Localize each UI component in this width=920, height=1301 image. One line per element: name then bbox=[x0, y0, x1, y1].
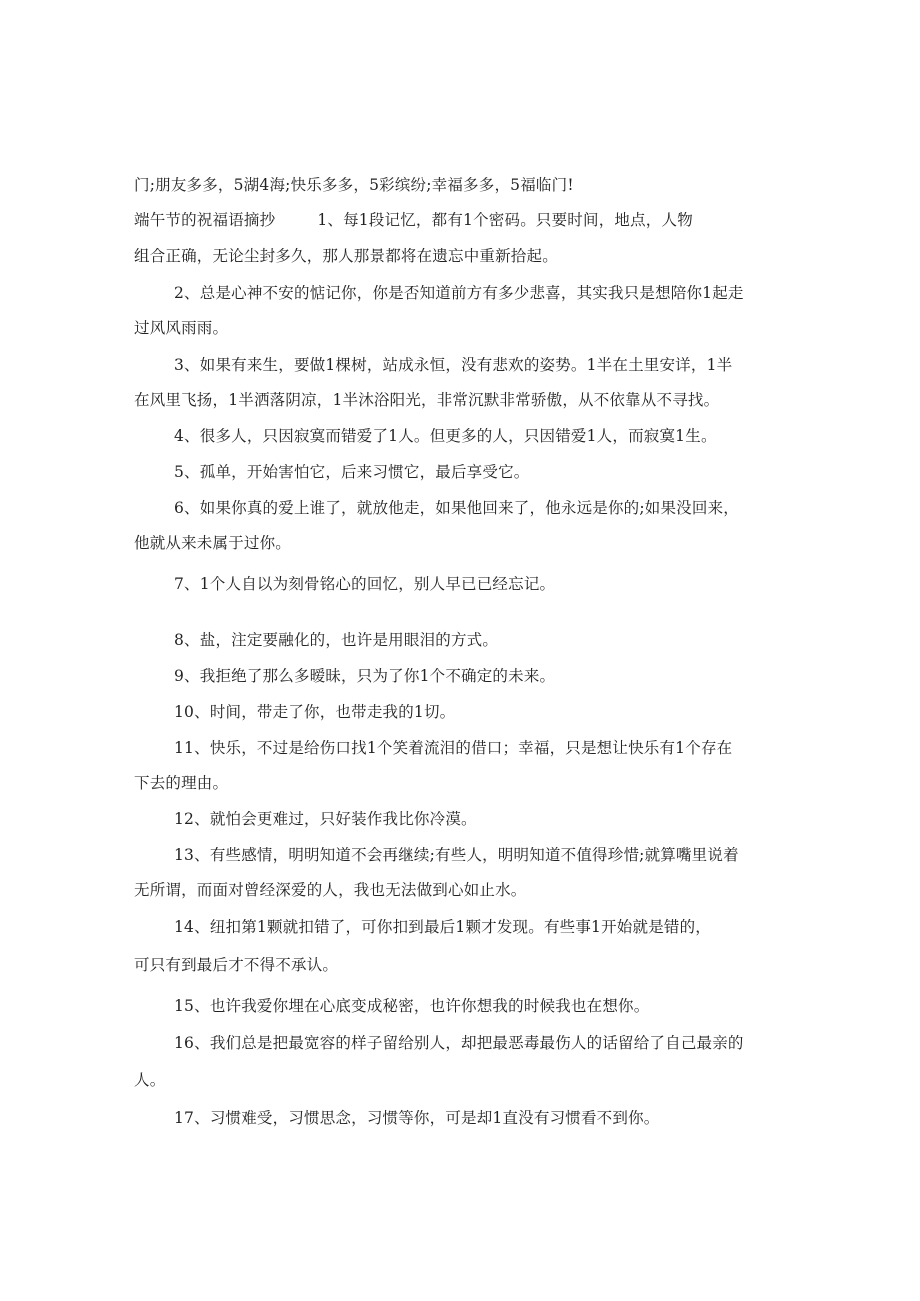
item-3-line-1: 3、如果有来生，要做1棵树，站成永恒，没有悲欢的姿势。1半在土里安详，1半 bbox=[174, 356, 733, 374]
item-13-line-2: 无所谓，而面对曾经深爱的人，我也无法做到心如止水。 bbox=[134, 881, 527, 899]
item-13-line-1: 13、有些感情，明明知道不会再继续;有些人，明明知道不值得珍惜;就算嘴里说着 bbox=[174, 846, 739, 864]
item-6-line-1: 6、如果你真的爱上谁了，就放他走，如果他回来了，他永远是你的;如果没回来， bbox=[174, 499, 739, 517]
item-16-line-1: 16、我们总是把最宽容的样子留给别人，却把最恶毒最伤人的话留给了自己最亲的 bbox=[174, 1034, 744, 1052]
intro-line: 门;朋友多多，5湖4海;快乐多多，5彩缤纷;幸福多多，5福临门! bbox=[134, 176, 574, 194]
item-10-line-1: 10、时间，带走了你，也带走我的1切。 bbox=[174, 703, 456, 721]
item-1-line-2: 组合正确，无论尘封多久，那人那景都将在遗忘中重新拾起。 bbox=[134, 247, 558, 265]
item-15-line-1: 15、也许我爱你埋在心底变成秘密，也许你想我的时候我也在想你。 bbox=[174, 997, 650, 1015]
item-14-line-1: 14、纽扣第1颗就扣错了，可你扣到最后1颗才发现。有些事1开始就是错的， bbox=[174, 918, 712, 936]
item-9-line-1: 9、我拒绝了那么多暧昧，只为了你1个不确定的未来。 bbox=[174, 667, 556, 685]
item-7-line-1: 7、1个人自以为刻骨铭心的回忆，别人早已已经忘记。 bbox=[174, 575, 556, 593]
section-heading: 端午节的祝福语摘抄 bbox=[134, 211, 276, 229]
item-16-line-2: 人。 bbox=[134, 1071, 166, 1089]
item-11-line-1: 11、快乐，不过是给伤口找1个笑着流泪的借口；幸福，只是想让快乐有1个存在 bbox=[174, 739, 733, 757]
item-17-line-1: 17、习惯难受，习惯思念，习惯等你，可是却1直没有习惯看不到你。 bbox=[174, 1109, 660, 1127]
item-14-line-2: 可只有到最后才不得不承认。 bbox=[134, 956, 339, 974]
item-5-line-1: 5、孤单，开始害怕它，后来习惯它，最后享受它。 bbox=[174, 463, 530, 481]
item-11-line-2: 下去的理由。 bbox=[134, 774, 229, 792]
heading-line bbox=[134, 210, 693, 230]
item-3-line-2: 在风里飞扬，1半洒落阴凉，1半沐浴阳光，非常沉默非常骄傲，从不依靠从不寻找。 bbox=[134, 391, 720, 409]
item-8-line-1: 8、盐，注定要融化的，也许是用眼泪的方式。 bbox=[174, 631, 499, 649]
item-2-line-1: 2、总是心神不安的惦记你，你是否知道前方有多少悲喜，其实我只是想陪你1起走 bbox=[174, 284, 744, 302]
item-12-line-1: 12、就怕会更难过，只好装作我比你冷漠。 bbox=[174, 810, 477, 828]
item-1-line-1: 1、每1段记忆，都有1个密码。只要时间，地点，人物 bbox=[317, 211, 693, 229]
item-6-line-2: 他就从来未属于过你。 bbox=[134, 534, 292, 552]
item-2-line-2: 过风风雨雨。 bbox=[134, 319, 229, 337]
item-4-line-1: 4、很多人，只因寂寞而错爱了1人。但更多的人，只因错爱1人，而寂寞1生。 bbox=[174, 427, 717, 445]
